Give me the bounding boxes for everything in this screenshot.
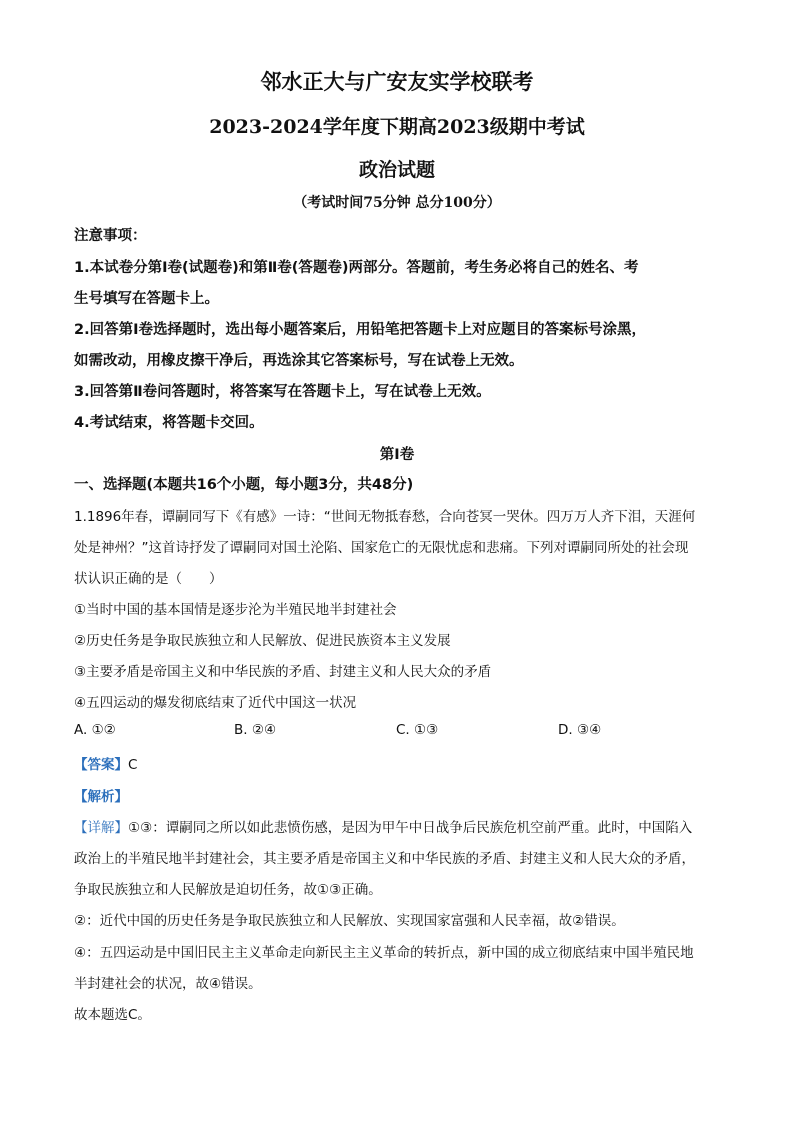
detail-line-3: 争取民族独立和人民解放是迫切任务，故①③正确。 [74,882,382,898]
detail-line-1 [74,816,734,836]
option-d: D. ③④ [558,722,602,738]
statement-3: ③主要矛盾是帝国主义和中华民族的矛盾、封建主义和人民大众的矛盾 [74,664,492,680]
detail-line-2: 政治上的半殖民地半封建社会，其主要矛盾是帝国主义和中华民族的矛盾、封建主义和人民大众的矛盾， [74,851,695,867]
analysis-tag: 【解析】 [74,789,128,805]
note-3: 3.回答第Ⅱ卷问答题时，将答案写在答题卡上，写在试卷上无效。 [74,384,491,400]
question-stem-line-1: 1.1896年春，谭嗣同写下《有感》一诗：“世间无物抵春愁，合向苍冥一哭休。四万万人齐下泪，天涯何 [74,509,696,525]
option-b: B. ②④ [234,722,277,738]
subject-title: 政治试题 [358,159,435,181]
question-stem-line-2: 处是神州？”这首诗抒发了谭嗣同对国土沦陷、国家危亡的无限忧虑和悲痛。下列对谭嗣同所处的社会现 [74,540,689,556]
note-4: 4.考试结束，将答题卡交回。 [74,415,264,431]
answer-line [74,753,734,773]
volume-heading: 第Ⅰ卷 [379,447,415,463]
answer-value: C [128,757,138,773]
conclusion-line: 故本题选C。 [74,1007,151,1023]
detail-tag: 【详解】 [74,820,128,836]
analysis-line [74,785,734,805]
section-heading: 一、选择题(本题共16个小题，每小题3分，共48分) [74,477,414,493]
option-c: C. ①③ [396,722,439,738]
exam-title: 2023-2024学年度下期高2023级期中考试 [209,116,585,138]
exam-time-note: （考试时间75分钟 总分100分） [293,195,501,211]
detail-line-5: ④：五四运动是中国旧民主主义革命走向新民主主义革命的转折点，新中国的成立彻底结束中国半殖民地 [74,945,694,961]
answer-tag: 【答案】 [74,757,128,773]
detail-text-1: ①③：谭嗣同之所以如此悲愤伤感，是因为甲午中日战争后民族危机空前严重。此时，中国陷入 [128,820,693,836]
note-2-line-2: 如需改动，用橡皮擦干净后，再选涂其它答案标号，写在试卷上无效。 [74,353,524,369]
detail-line-4: ②：近代中国的历史任务是争取民族独立和人民解放、实现国家富强和人民幸福，故②错误。 [74,913,625,929]
statement-2: ②历史任务是争取民族独立和人民解放、促进民族资本主义发展 [74,633,451,649]
statement-4: ④五四运动的爆发彻底结束了近代中国这一状况 [74,695,357,711]
notes-heading: 注意事项： [74,228,147,244]
school-title: 邻水正大与广安友实学校联考 [260,69,534,94]
note-2-line-1: 2.回答第Ⅰ卷选择题时，选出每小题答案后，用铅笔把答题卡上对应题目的答案标号涂黑， [74,322,646,338]
detail-line-6: 半封建社会的状况，故④错误。 [74,976,262,992]
statement-1: ①当时中国的基本国情是逐步沦为半殖民地半封建社会 [74,602,397,618]
note-1-line-2: 生号填写在答题卡上。 [74,291,219,307]
option-a: A. ①② [74,722,116,738]
question-stem-line-3: 状认识正确的是（ ） [74,571,223,587]
note-1-line-1: 1.本试卷分第Ⅰ卷(试题卷)和第Ⅱ卷(答题卷)两部分。答题前，考生务必将自己的姓名、考 [74,260,639,276]
